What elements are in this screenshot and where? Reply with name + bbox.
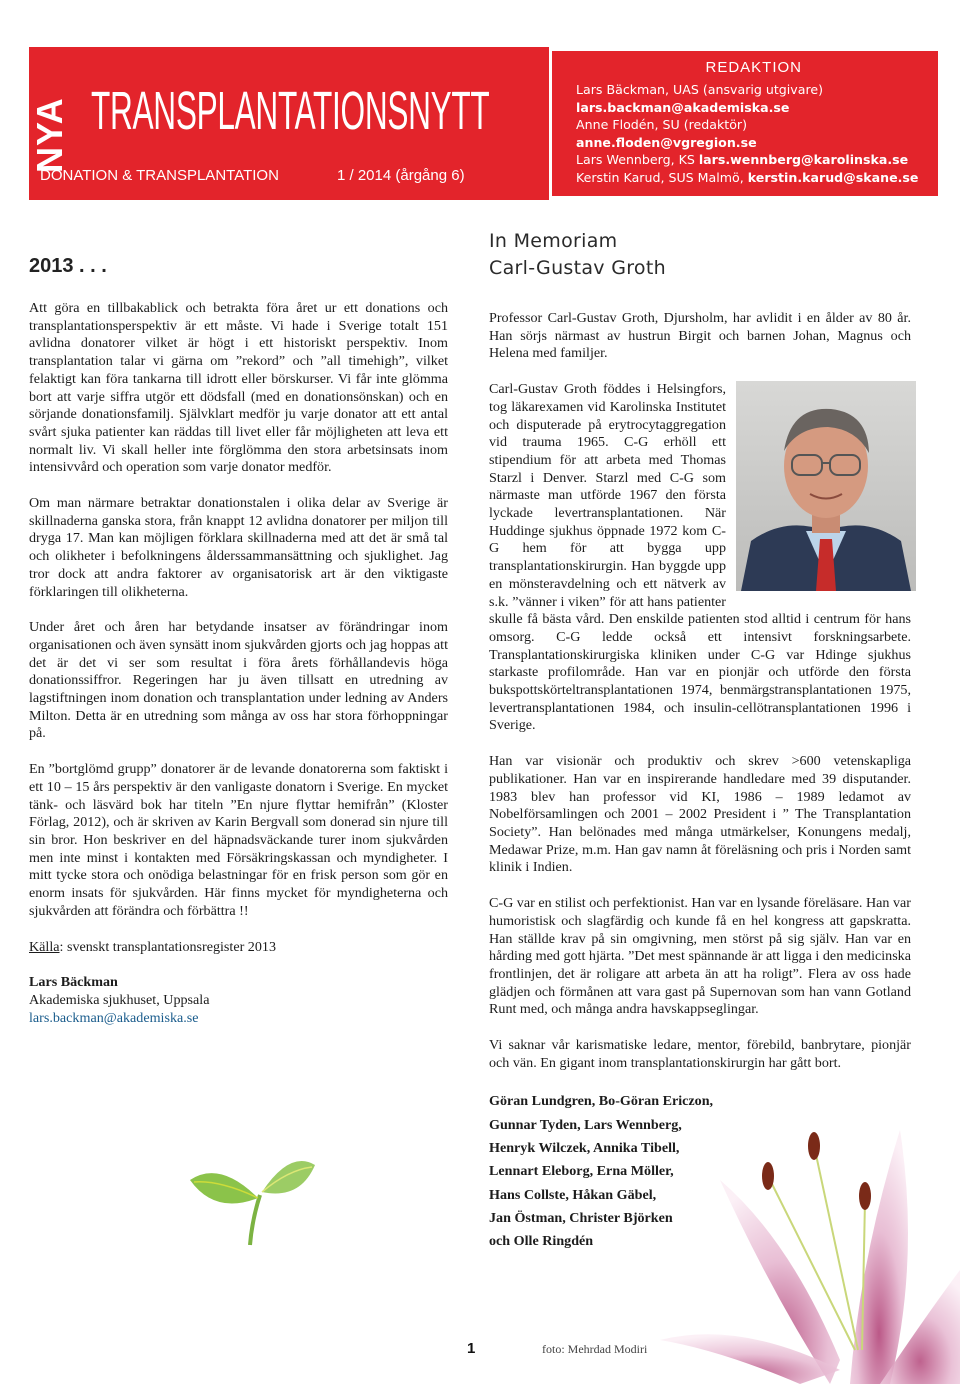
author-org: Akademiska sjukhuset, Uppsala [29,991,210,1008]
lily-flower-icon [600,1090,960,1384]
source-label: Källa [29,938,60,955]
editorial-line[interactable]: Kerstin Karud, SUS Malmö, kerstin.karud@skane.se [576,169,919,185]
memoriam-intro: Professor Carl-Gustav Groth, Djursholm, har avlidit i en ålder av 80 år. Han sörjs närmast av hustrun Birgit och barnen Johan, Magnus och Helena med familjer. [489,310,911,362]
seedling-icon [180,1140,320,1250]
editorial-column [29,255,448,1027]
editorial-line[interactable]: anne.floden@vgregion.se [576,134,757,150]
photo-credit: foto: Mehrdad Modiri [542,1342,648,1356]
signatory-line: Göran Lundgren, Bo-Göran Ericzon, [489,1093,714,1110]
portrait-photo [736,381,916,591]
signatory-line: Gunnar Tyden, Lars Wennberg, [489,1116,682,1133]
signatory-line: Jan Östman, Christer Björken [489,1209,673,1226]
author-name: Lars Bäckman [29,974,118,991]
newsletter-title: TRANSPLANTATIONSNYTT [91,81,490,141]
memoriam-character: C-G var en stilist och perfektionist. Han var en lysande föreläsare. Han var humoristisk och slagfärdig och kunde få en hel kongress att gapskratta. Han ställde krav på sin omgivning, men störst på sig själv. Han var en hårding med gott hjärta. ”Det mest spännande är att ligga i den medicinska frontlinjen, det är roligare att arbeta än att ha roligt”. Flera av oss hade glädjen och förmånen att vara gast på Supernovan som han vann Gotland Runt med, och många andra havskappseglingar. [489,895,911,1018]
memoriam-career: Han var visionär och produktiv och skrev >600 vetenskapliga publikationer. Han var en inspirerande handledare med 39 disputander. 1983 blev han professor vid KI, 1986 – 1989 ledamot av Nobelförsamlingen och 2001 – 2002 President i ” The Transplantation Society”. Han belönades med många utmärkelser, Konungens medalj, Medawar Prize, m.m. Han gav namn åt föreläsning och pris i Norden samt klinik i Indien. [489,753,911,876]
column-heading: 2013 . . . [29,255,107,277]
editorial-heading: REDAKTION [705,59,802,76]
paragraph: Om man närmare betraktar donationstalen i olika delar av Sverige är skillnaderna ganska stora, från knappt 12 avlidna donatorer per miljon till dryga 17. Man kan möjligen förklara skillnaderna med att det är små tal och olikheter i befolkningens ålderssammansättning och sjuklighet. Jag tror dock att andra faktorer av organisatorisk art är den viktigaste förklaringen till olikheterna. [29,495,448,600]
paragraph: Att göra en tillbakablick och betrakta föra året ur ett donations och transplantationsperspektiv är ett måste. Vi hade i Sverige totalt 151 avlidna donatorer vilket är högt i ett historiskt perspektiv. Inom transplantation talar vi gärna om ”rekord” och ”all timehigh”, vilket felaktigt kan föra tankarna till idrott eller börskurser. Vi får inte glömma bort att varje siffra utgör ett dödsfall (med en donationsönskan) och en sörjande donationsfamilj. Självklart medför ju varje donator att ett antal svårt sjuka patienter kan räddas till livet eller får möjligheten att leva ett normalt liv. Vi skall heller inte förglömma den stora arbetsinsats inom intensivvård och operation som varje donator medför. [29,300,448,476]
author-email-link[interactable]: lars.backman@akademiska.se [29,1009,199,1026]
page-number: 1 [467,1340,476,1357]
signatory-line: Lennart Eleborg, Erna Möller, [489,1163,674,1180]
editorial-box [552,51,938,196]
masthead [29,47,943,200]
memoriam-title: In Memoriam Carl-Gustav Groth [489,230,666,279]
editorial-line: Lars Bäckman, UAS (ansvarig utgivare) [576,82,824,97]
paragraph: En ”bortglömd grupp” donatorer är de levande donatorerna som faktiskt i ett 10 – 15 års perspektiv är den vanligaste donatorn i Sverige. En mycket tänk- och läsvärd bok har titeln ”En njure flyttar hemifrån” (Kloster Förlag, 2012), och är skriven av Karin Bergvall som donerad sin njure till sin bror. Hon beskriver en del häpnadsväckande turer inom sjukvården men inte minst i kontakten med Försäkringskassan och myndigheter. I mitt tycke stora och onödiga belastningar för en frisk person som gör en enorm insats för sjukvården. Här finns mycket för myndigheterna och sjukvården att förändra och förbättra !! [29,761,448,919]
memoriam-biography: Carl-Gustav Groth föddes i Helsingfors, tog läkarexamen vid Karolinska Institutet och disputerade på erytrocytaggregation vid trauma 1965. C-G erhöll ett stipendium för att arbeta med Thomas Starzl i Denver. Starzl med C-G som närmaste man utförde 1967 den första lyckade levertransplantationen. När Huddinge sjukhus öppnade 1972 kom C-G hem för att bygga upp transplantationskirurgin. Han byggde upp en mönsteravdelning och ett nätverk av s.k. ”vänner i viken” för att hans patienter skulle få bästa vård. Den enskilde patienten stod alltid i centrum för hans omsorg. C-G ledde också ett intensivt forskningsarbete. Transplantationskirurgiska kliniken under C-G var Hdinge sjukhus starkaste profilområde. Han var en pionjär och utförde den första bukspottskörteltransplantationen 1974, benmärgstransplantationen 1975, levertransplantationen 1984, och insulin-cellötransplantationen 1996 i Sverige. [489,381,911,734]
signatory-line: Hans Collste, Håkan Gäbel, [489,1186,657,1203]
masthead-prefix: NYA [29,97,70,173]
newsletter-subtitle: DONATION & TRANSPLANTATION [40,167,279,184]
memoriam-closing: Vi saknar vår karismatiske ledare, mentor, förebild, banbrytare, pionjär och vän. En gigant inom transplantationskirurgin har gått bort. [489,1037,911,1071]
source-note: Källa: svenskt transplantationsregister 2013 [29,938,276,955]
signatory-line: Henryk Wilczek, Annika Tibell, [489,1140,680,1157]
editorial-line[interactable]: Lars Wennberg, KS lars.wennberg@karolinska.se [576,152,909,168]
editorial-line[interactable]: lars.backman@akademiska.se [576,99,790,115]
signatory-line: och Olle Ringdén [489,1233,594,1250]
editorial-list [576,81,918,187]
paragraph: Under året och åren har betydande insatser av förändringar inom organisationen och även synsätt inom sjukvården gjorts och jag hoppas att det är det vi ser som resultat i föra årets förhållandevis höga donationssiffror. Regeringen har ju även tillsatt en utredning av lagstiftningen inom donation och transplantation under ledning av Anders Milton. Detta är en utredning som många av oss har stora förhoppningar på. [29,619,448,742]
editorial-line: Anne Flodén, SU (redaktör) [576,117,748,133]
issue-number: 1 / 2014 (årgång 6) [337,167,465,184]
author-signature [29,974,448,1027]
